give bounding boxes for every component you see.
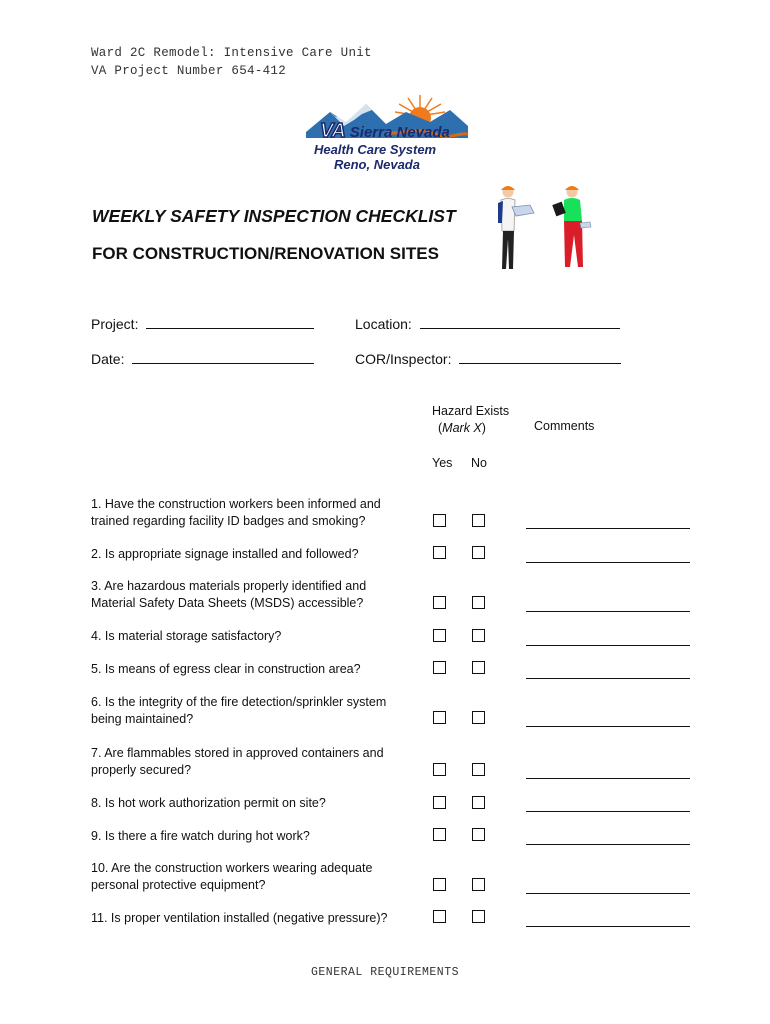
q1-no-checkbox[interactable] — [472, 514, 485, 527]
question-text-cont: properly secured? — [91, 763, 192, 777]
date-blank[interactable] — [132, 349, 314, 364]
question-3 — [91, 578, 411, 612]
q11-no-checkbox[interactable] — [472, 910, 485, 923]
q11-comment-line[interactable] — [526, 926, 690, 927]
question-7 — [91, 745, 411, 779]
location-label: Location: — [355, 316, 412, 332]
mark-close-paren: ) — [481, 421, 486, 435]
logo-org-line1: Sierra Nevada — [349, 124, 450, 141]
q3-yes-checkbox[interactable] — [433, 596, 446, 609]
page-title: WEEKLY SAFETY INSPECTION CHECKLIST — [92, 206, 456, 226]
date-label: Date: — [91, 351, 125, 367]
mark-x-hint — [438, 421, 486, 435]
project-label: Project: — [91, 316, 139, 332]
hazard-exists-header: Hazard Exists — [432, 404, 510, 418]
q10-yes-checkbox[interactable] — [433, 878, 446, 891]
q11-yes-checkbox[interactable] — [433, 910, 446, 923]
question-1 — [91, 496, 411, 530]
question-5 — [91, 661, 411, 678]
project-blank[interactable] — [146, 314, 314, 329]
question-text: 6. Is the integrity of the fire detection/sprinkler system — [91, 695, 387, 709]
question-2 — [91, 546, 411, 563]
q3-no-checkbox[interactable] — [472, 596, 485, 609]
header-line-2: VA Project Number 654-412 — [91, 64, 287, 78]
q9-comment-line[interactable] — [526, 844, 690, 845]
header-line-1: Ward 2C Remodel: Intensive Care Unit — [91, 46, 372, 60]
q8-yes-checkbox[interactable] — [433, 796, 446, 809]
q2-comment-line[interactable] — [526, 562, 690, 563]
question-11 — [91, 910, 411, 927]
mark-x-text: Mark X — [442, 421, 482, 435]
q4-yes-checkbox[interactable] — [433, 629, 446, 642]
q7-yes-checkbox[interactable] — [433, 763, 446, 776]
q3-comment-line[interactable] — [526, 611, 690, 612]
question-text: 3. Are hazardous materials properly identified and — [91, 579, 367, 593]
q5-comment-line[interactable] — [526, 678, 690, 679]
question-9 — [91, 828, 411, 845]
inspector-blank[interactable] — [459, 349, 621, 364]
q9-yes-checkbox[interactable] — [433, 828, 446, 841]
question-4 — [91, 628, 411, 645]
logo-va-text: VA — [320, 120, 346, 142]
question-10 — [91, 860, 411, 894]
q9-no-checkbox[interactable] — [472, 828, 485, 841]
q4-no-checkbox[interactable] — [472, 629, 485, 642]
q5-no-checkbox[interactable] — [472, 661, 485, 674]
yes-header: Yes — [432, 456, 453, 470]
question-text: 5. Is means of egress clear in construction area? — [91, 662, 361, 676]
project-field[interactable] — [91, 314, 314, 332]
question-text: 11. Is proper ventilation installed (negative pressure)? — [91, 911, 388, 925]
q5-yes-checkbox[interactable] — [433, 661, 446, 674]
question-text: 1. Have the construction workers been informed and — [91, 497, 381, 511]
q8-no-checkbox[interactable] — [472, 796, 485, 809]
workers-clipart-icon — [490, 183, 600, 275]
question-text-cont: being maintained? — [91, 712, 194, 726]
comments-header: Comments — [534, 419, 595, 433]
q2-no-checkbox[interactable] — [472, 546, 485, 559]
location-field[interactable] — [355, 314, 620, 332]
q4-comment-line[interactable] — [526, 645, 690, 646]
logo-city: Reno, Nevada — [334, 157, 420, 172]
q7-no-checkbox[interactable] — [472, 763, 485, 776]
q10-no-checkbox[interactable] — [472, 878, 485, 891]
q6-no-checkbox[interactable] — [472, 711, 485, 724]
q6-comment-line[interactable] — [526, 726, 690, 727]
question-text-cont: personal protective equipment? — [91, 878, 266, 892]
location-blank[interactable] — [420, 314, 620, 329]
page-subtitle: FOR CONSTRUCTION/RENOVATION SITES — [92, 244, 439, 263]
q2-yes-checkbox[interactable] — [433, 546, 446, 559]
inspector-label: COR/Inspector: — [355, 351, 452, 367]
inspector-field[interactable] — [355, 349, 621, 367]
q1-comment-line[interactable] — [526, 528, 690, 529]
no-header: No — [471, 456, 487, 470]
logo-org-line2: Health Care System — [314, 142, 437, 157]
q7-comment-line[interactable] — [526, 778, 690, 779]
q10-comment-line[interactable] — [526, 893, 690, 894]
question-text-cont: trained regarding facility ID badges and smoking? — [91, 514, 366, 528]
question-text: 7. Are flammables stored in approved containers and — [91, 746, 384, 760]
question-8 — [91, 795, 411, 812]
va-logo — [300, 92, 470, 174]
q6-yes-checkbox[interactable] — [433, 711, 446, 724]
q1-yes-checkbox[interactable] — [433, 514, 446, 527]
question-text: 2. Is appropriate signage installed and followed? — [91, 547, 359, 561]
q8-comment-line[interactable] — [526, 811, 690, 812]
question-text-cont: Material Safety Data Sheets (MSDS) accessible? — [91, 596, 364, 610]
mark-open-paren: ( — [438, 421, 443, 435]
question-text: 4. Is material storage satisfactory? — [91, 629, 282, 643]
question-text: 8. Is hot work authorization permit on site? — [91, 796, 326, 810]
question-6 — [91, 694, 411, 728]
question-text: 9. Is there a fire watch during hot work? — [91, 829, 310, 843]
section-footer: GENERAL REQUIREMENTS — [310, 966, 460, 979]
date-field[interactable] — [91, 349, 314, 367]
question-text: 10. Are the construction workers wearing adequate — [91, 861, 373, 875]
